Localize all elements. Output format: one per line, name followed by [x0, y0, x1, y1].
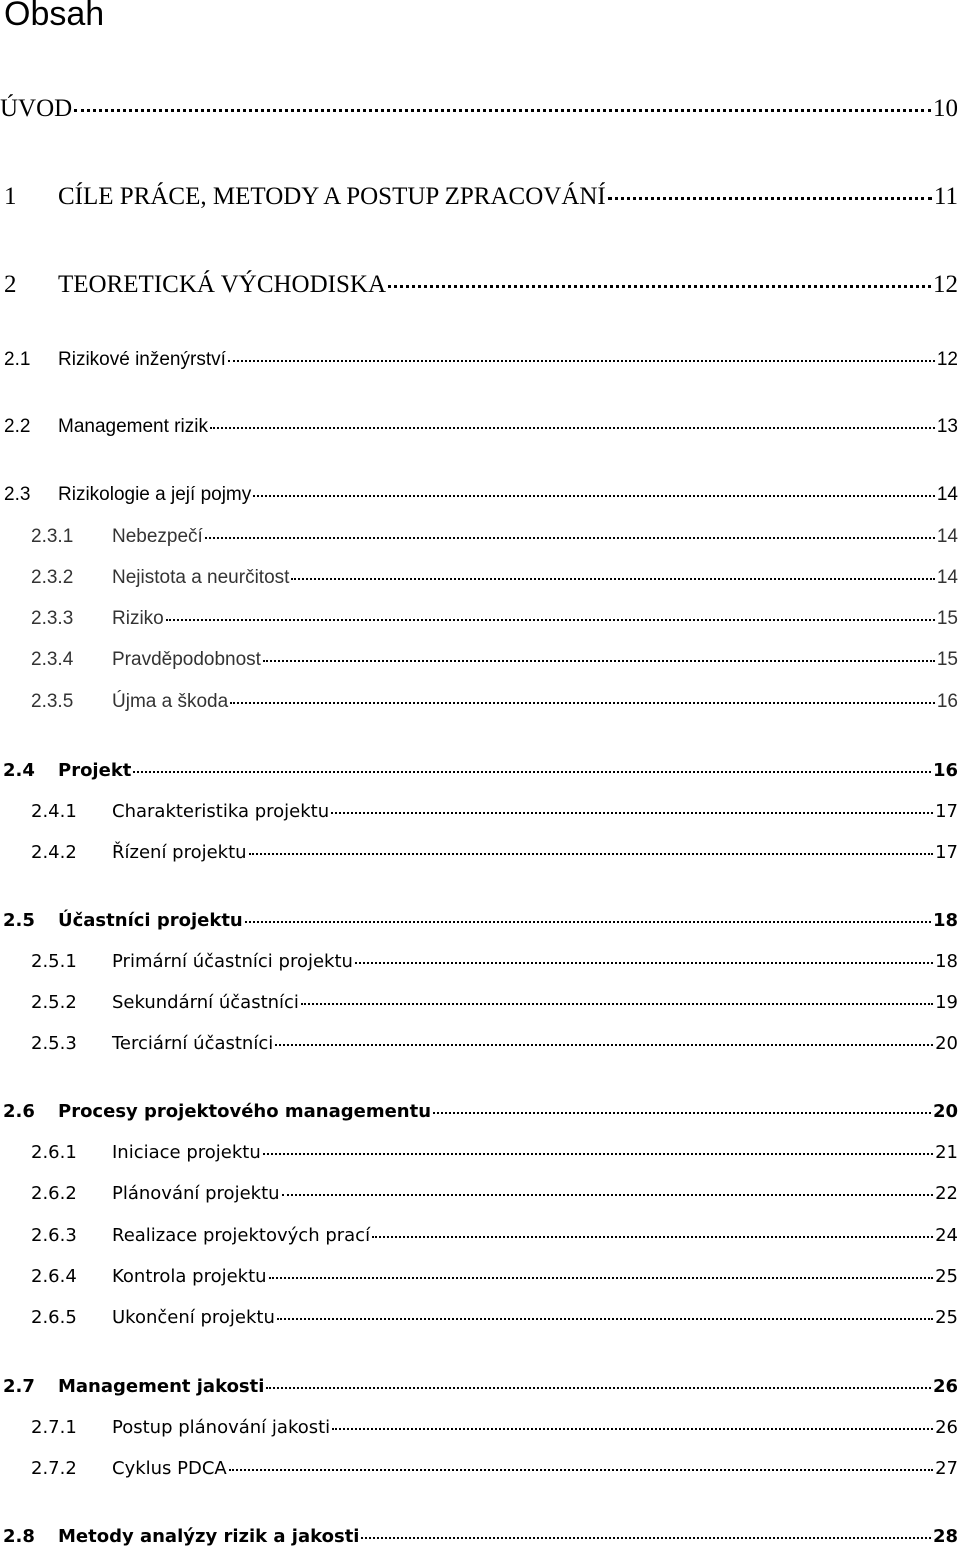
dot-leader — [263, 660, 935, 662]
toc-entry-title: Sekundární účastníci — [112, 991, 299, 1013]
toc-entry-number: 2.5 — [3, 909, 35, 931]
toc-entry-page: 14 — [936, 525, 958, 547]
toc-entry[interactable] — [0, 1101, 960, 1123]
toc-entry-title: Rizikové inženýrství — [58, 348, 226, 370]
toc-entry-page: 18 — [932, 909, 958, 931]
toc-entry[interactable] — [0, 567, 960, 590]
toc-entry-page: 13 — [936, 415, 958, 437]
dot-leader — [277, 1318, 933, 1320]
toc-entry-page: 12 — [933, 271, 958, 299]
dot-leader — [263, 1153, 933, 1155]
toc-entry[interactable] — [0, 416, 960, 439]
dot-leader — [301, 1003, 933, 1005]
toc-entry-number: 2.6.3 — [31, 1224, 77, 1246]
toc-entry-number: 2.6.5 — [31, 1306, 77, 1328]
toc-entry-page: 11 — [933, 183, 958, 211]
toc-entry-number: 2.6 — [3, 1100, 35, 1122]
toc-entry-title: Ukončení projektu — [112, 1306, 275, 1328]
toc-entry-page: 15 — [936, 648, 958, 670]
toc-entry-number: 2.7.1 — [31, 1416, 77, 1438]
dot-leader — [245, 921, 931, 923]
toc-entry[interactable] — [0, 1183, 960, 1205]
toc-entry-page: 26 — [935, 1416, 958, 1438]
toc-entry-page: 16 — [932, 759, 958, 781]
toc-entry-page: 26 — [932, 1375, 958, 1397]
dot-leader — [361, 1537, 930, 1539]
dot-leader — [291, 578, 934, 580]
toc-entry[interactable] — [0, 1458, 960, 1480]
toc-entry-number: 2.1 — [4, 348, 31, 370]
toc-entry[interactable] — [0, 526, 960, 549]
dot-leader — [269, 1277, 934, 1279]
toc-entry-title: Řízení projektu — [112, 841, 247, 863]
dot-leader — [249, 853, 934, 855]
toc-entry-page: 17 — [935, 800, 958, 822]
toc-entry-title: TEORETICKÁ VÝCHODISKA — [58, 271, 387, 299]
toc-entry[interactable] — [0, 1526, 960, 1548]
toc-entry-page: 16 — [936, 690, 958, 712]
dot-leader — [228, 360, 935, 362]
toc-entry-page: 25 — [935, 1265, 958, 1287]
toc-entry[interactable] — [0, 1417, 960, 1439]
toc-entry-title: Procesy projektového managementu — [58, 1100, 432, 1122]
toc-entry-page: 14 — [936, 483, 958, 505]
dot-leader — [282, 1194, 934, 1196]
toc-entry-page: 14 — [936, 566, 958, 588]
toc-entry-number: 2.3.5 — [31, 690, 74, 712]
toc-entry-number: 2.6.2 — [31, 1182, 77, 1204]
dot-leader — [229, 1469, 933, 1471]
toc-entry-number: 2.5.1 — [31, 950, 77, 972]
toc-entry-page: 15 — [936, 607, 958, 629]
toc-entry-page: 20 — [935, 1032, 958, 1054]
toc-entry-title: ÚVOD — [0, 95, 73, 123]
toc-entry[interactable] — [0, 1307, 960, 1329]
toc-entry-page: 21 — [935, 1141, 958, 1163]
dot-leader — [355, 962, 933, 964]
toc-entry-page: 18 — [935, 950, 958, 972]
toc-entry-number: 2.7 — [3, 1375, 35, 1397]
dot-leader — [166, 619, 935, 621]
toc-entry[interactable] — [0, 801, 960, 823]
toc-entry[interactable] — [0, 760, 960, 782]
dot-leader — [253, 495, 935, 497]
toc-entry-title: Rizikologie a její pojmy — [58, 483, 252, 505]
toc-entry-page: 10 — [933, 95, 958, 123]
toc-entry-title: Iniciace projektu — [112, 1141, 261, 1163]
toc-entry[interactable] — [0, 484, 960, 507]
toc-entry-page: 27 — [935, 1457, 958, 1479]
toc-entry[interactable] — [0, 1376, 960, 1398]
toc-entry-number: 2.3.2 — [31, 566, 74, 588]
dot-leader — [388, 285, 931, 288]
toc-entry[interactable] — [0, 182, 960, 212]
toc-entry[interactable] — [0, 1225, 960, 1247]
page-title: Obsah — [4, 0, 105, 33]
dot-leader — [230, 702, 935, 704]
toc-entry[interactable] — [0, 1142, 960, 1164]
toc-entry-title: Metody analýzy rizik a jakosti — [58, 1525, 360, 1547]
toc-entry-title: Nejistota a neurčitost — [112, 566, 290, 588]
toc-entry-page: 24 — [935, 1224, 958, 1246]
toc-entry-title: Management rizik — [58, 415, 208, 437]
toc-entry[interactable] — [0, 94, 960, 124]
toc-entry-number: 2.4 — [3, 759, 35, 781]
toc-entry-title: Management jakosti — [58, 1375, 265, 1397]
toc-entry[interactable] — [0, 691, 960, 714]
toc-entry-title: Nebezpečí — [112, 525, 203, 547]
toc-entry-number: 2.6.4 — [31, 1265, 77, 1287]
toc-entry-title: Riziko — [112, 607, 164, 629]
toc-entry-number: 1 — [4, 183, 17, 211]
dot-leader — [433, 1112, 931, 1114]
dot-leader — [331, 812, 933, 814]
toc-entry-number: 2.4.1 — [31, 800, 77, 822]
toc-entry-number: 2.5.3 — [31, 1032, 77, 1054]
toc-entry-page: 12 — [936, 348, 958, 370]
toc-entry-title: Terciární účastníci — [112, 1032, 274, 1054]
toc-entry[interactable] — [0, 608, 960, 631]
dot-leader — [332, 1428, 933, 1430]
toc-entry-title: Kontrola projektu — [112, 1265, 267, 1287]
toc-entry[interactable] — [0, 349, 960, 372]
toc-entry-page: 19 — [935, 991, 958, 1013]
toc-entry[interactable] — [0, 1266, 960, 1288]
toc-entry-page: 22 — [935, 1182, 958, 1204]
toc-entry-number: 2 — [4, 271, 17, 299]
toc-entry-number: 2.3.3 — [31, 607, 74, 629]
toc-entry-number: 2.3 — [4, 483, 31, 505]
dot-leader — [372, 1236, 933, 1238]
toc-entry-title: CÍLE PRÁCE, METODY A POSTUP ZPRACOVÁNÍ — [58, 183, 606, 211]
toc-entry-title: Projekt — [58, 759, 132, 781]
toc-entry-number: 2.6.1 — [31, 1141, 77, 1163]
toc-entry-number: 2.5.2 — [31, 991, 77, 1013]
toc-entry-title: Pravděpodobnost — [112, 648, 261, 670]
toc-entry-title: Újma a škoda — [112, 690, 229, 712]
toc-entry-number: 2.4.2 — [31, 841, 77, 863]
toc-entry-page: 20 — [932, 1100, 958, 1122]
toc-entry-number: 2.8 — [3, 1525, 35, 1547]
toc-entry-number: 2.7.2 — [31, 1457, 77, 1479]
toc-entry[interactable] — [0, 649, 960, 672]
toc-entry-title: Cyklus PDCA — [112, 1457, 227, 1479]
toc-entry[interactable] — [0, 992, 960, 1014]
toc-entry[interactable] — [0, 1033, 960, 1055]
toc-entry[interactable] — [0, 270, 960, 300]
toc-entry-title: Charakteristika projektu — [112, 800, 330, 822]
toc-entry-number: 2.3.1 — [31, 525, 74, 547]
toc-entry-title: Účastníci projektu — [58, 909, 243, 931]
toc-entry-title: Primární účastníci projektu — [112, 950, 353, 972]
toc-entry[interactable] — [0, 910, 960, 932]
dot-leader — [133, 771, 931, 773]
toc-entry-page: 25 — [935, 1306, 958, 1328]
toc-entry-page: 28 — [932, 1525, 958, 1547]
toc-entry-number: 2.3.4 — [31, 648, 74, 670]
toc-entry[interactable] — [0, 951, 960, 973]
dot-leader — [74, 109, 931, 112]
toc-entry-title: Plánování projektu — [112, 1182, 280, 1204]
toc-entry-title: Postup plánování jakosti — [112, 1416, 331, 1438]
dot-leader — [275, 1044, 933, 1046]
dot-leader — [608, 197, 932, 200]
toc-entry-title: Realizace projektových prací — [112, 1224, 371, 1246]
dot-leader — [210, 427, 935, 429]
dot-leader — [266, 1387, 931, 1389]
toc-entry-page: 17 — [935, 841, 958, 863]
dot-leader — [205, 537, 935, 539]
toc-entry[interactable] — [0, 842, 960, 864]
toc-entry-number: 2.2 — [4, 415, 31, 437]
